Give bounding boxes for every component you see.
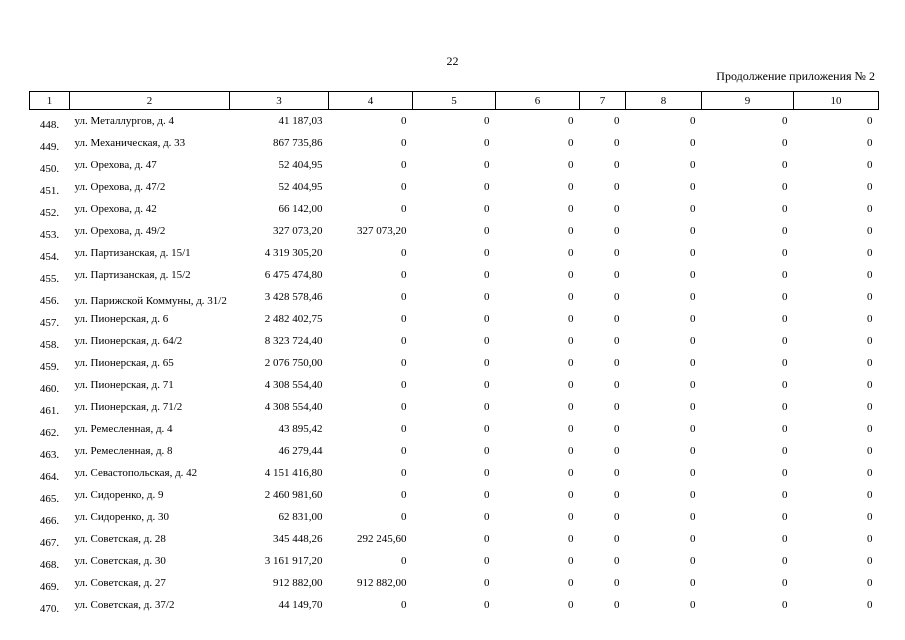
value-cell: 0: [614, 577, 620, 589]
value-cell: 2 482 402,75: [264, 313, 323, 325]
table-row: [30, 550, 879, 572]
value-cell: 0: [690, 599, 696, 611]
value-cell: 0: [614, 511, 620, 523]
value-cell: 0: [484, 115, 490, 127]
value-cell: 0: [614, 291, 620, 303]
value-cell: 0: [484, 379, 490, 391]
address-cell: ул. Орехова, д. 47: [74, 159, 157, 171]
value-cell: 0: [484, 423, 490, 435]
column-header: 6: [496, 92, 580, 110]
address-cell: ул. Советская, д. 27: [74, 577, 166, 589]
value-cell: 0: [484, 203, 490, 215]
value-cell: 46 279,44: [278, 445, 323, 457]
value-cell: 0: [782, 423, 788, 435]
value-cell: 43 895,42: [278, 423, 323, 435]
value-cell: 0: [614, 225, 620, 237]
value-cell: 0: [568, 423, 574, 435]
table-row: [30, 506, 879, 528]
value-cell: 0: [568, 357, 574, 369]
value-cell: 0: [568, 137, 574, 149]
value-cell: 0: [690, 467, 696, 479]
value-cell: 0: [867, 599, 873, 611]
value-cell: 0: [484, 577, 490, 589]
value-cell: 0: [867, 269, 873, 281]
value-cell: 0: [484, 511, 490, 523]
row-number: 456.: [39, 295, 60, 307]
value-cell: 0: [782, 379, 788, 391]
value-cell: 0: [401, 159, 407, 171]
value-cell: 0: [782, 599, 788, 611]
address-cell: ул. Парижской Коммуны, д. 31/2: [74, 295, 227, 307]
address-cell: ул. Пионерская, д. 71/2: [74, 401, 183, 413]
value-cell: 62 831,00: [278, 511, 323, 523]
value-cell: 0: [484, 181, 490, 193]
value-cell: 0: [782, 489, 788, 501]
value-cell: 0: [568, 225, 574, 237]
table-row: [30, 418, 879, 440]
value-cell: 4 308 554,40: [264, 401, 323, 413]
address-cell: ул. Ремесленная, д. 4: [74, 423, 173, 435]
value-cell: 66 142,00: [278, 203, 323, 215]
page-number: 22: [446, 54, 459, 68]
address-cell: ул. Сидоренко, д. 9: [74, 489, 164, 501]
value-cell: 0: [568, 467, 574, 479]
table-row: [30, 242, 879, 264]
value-cell: 8 323 724,40: [264, 335, 323, 347]
value-cell: 0: [867, 181, 873, 193]
value-cell: 0: [484, 533, 490, 545]
table-row: [30, 440, 879, 462]
value-cell: 52 404,95: [278, 159, 323, 171]
header-row: [30, 92, 879, 110]
value-cell: 912 882,00: [357, 577, 407, 589]
value-cell: 0: [782, 357, 788, 369]
table-row: [30, 572, 879, 594]
value-cell: 0: [614, 269, 620, 281]
value-cell: 0: [782, 203, 788, 215]
value-cell: 41 187,03: [278, 115, 323, 127]
value-cell: 0: [568, 247, 574, 259]
value-cell: 0: [614, 401, 620, 413]
value-cell: 0: [867, 225, 873, 237]
value-cell: 0: [867, 159, 873, 171]
row-number: 454.: [39, 251, 60, 263]
value-cell: 0: [401, 137, 407, 149]
value-cell: 0: [614, 247, 620, 259]
row-number: 448.: [39, 119, 60, 131]
value-cell: 0: [614, 181, 620, 193]
value-cell: 0: [782, 445, 788, 457]
value-cell: 0: [614, 357, 620, 369]
table-row: [30, 594, 879, 616]
value-cell: 0: [867, 445, 873, 457]
address-cell: ул. Металлургов, д. 4: [74, 115, 174, 127]
value-cell: 0: [484, 225, 490, 237]
address-cell: ул. Пионерская, д. 71: [74, 379, 174, 391]
value-cell: 3 161 917,20: [264, 555, 323, 567]
row-number: 457.: [39, 317, 60, 329]
value-cell: 0: [568, 511, 574, 523]
value-cell: 0: [782, 533, 788, 545]
value-cell: 0: [401, 203, 407, 215]
value-cell: 0: [782, 555, 788, 567]
value-cell: 0: [401, 247, 407, 259]
value-cell: 0: [484, 467, 490, 479]
address-cell: ул. Советская, д. 28: [74, 533, 166, 545]
value-cell: 0: [568, 379, 574, 391]
address-cell: ул. Партизанская, д. 15/1: [74, 247, 191, 259]
row-number: 469.: [39, 581, 60, 593]
value-cell: 0: [568, 203, 574, 215]
value-cell: 0: [484, 445, 490, 457]
row-number: 459.: [39, 361, 60, 373]
value-cell: 327 073,20: [273, 225, 323, 237]
value-cell: 0: [690, 137, 696, 149]
value-cell: 327 073,20: [357, 225, 407, 237]
column-header: 1: [30, 92, 70, 110]
value-cell: 0: [568, 269, 574, 281]
value-cell: 4 319 305,20: [264, 247, 323, 259]
value-cell: 0: [401, 401, 407, 413]
value-cell: 0: [484, 313, 490, 325]
row-number: 450.: [39, 163, 60, 175]
value-cell: 0: [690, 225, 696, 237]
value-cell: 0: [401, 423, 407, 435]
value-cell: 0: [401, 555, 407, 567]
value-cell: 6 475 474,80: [264, 269, 323, 281]
table-row: [30, 484, 879, 506]
address-cell: ул. Пионерская, д. 65: [74, 357, 174, 369]
value-cell: 0: [614, 445, 620, 457]
value-cell: 0: [484, 159, 490, 171]
address-cell: ул. Механическая, д. 33: [74, 137, 186, 149]
row-number: 452.: [39, 207, 60, 219]
value-cell: 0: [867, 247, 873, 259]
value-cell: 867 735,86: [273, 137, 323, 149]
value-cell: 912 882,00: [273, 577, 323, 589]
value-cell: 0: [782, 159, 788, 171]
value-cell: 0: [867, 137, 873, 149]
address-cell: ул. Ремесленная, д. 8: [74, 445, 173, 457]
value-cell: 0: [690, 269, 696, 281]
value-cell: 0: [401, 115, 407, 127]
address-cell: ул. Советская, д. 30: [74, 555, 166, 567]
value-cell: 0: [867, 357, 873, 369]
table-row: [30, 198, 879, 220]
value-cell: 0: [484, 335, 490, 347]
value-cell: 0: [614, 203, 620, 215]
row-number: 461.: [39, 405, 60, 417]
address-cell: ул. Орехова, д. 42: [74, 203, 157, 215]
value-cell: 0: [568, 577, 574, 589]
value-cell: 0: [614, 379, 620, 391]
value-cell: 0: [568, 181, 574, 193]
value-cell: 0: [568, 555, 574, 567]
table-row: [30, 462, 879, 484]
value-cell: 0: [614, 423, 620, 435]
value-cell: 0: [401, 357, 407, 369]
value-cell: 0: [401, 467, 407, 479]
table-row: [30, 330, 879, 352]
value-cell: 0: [484, 401, 490, 413]
value-cell: 0: [568, 115, 574, 127]
value-cell: 0: [401, 291, 407, 303]
value-cell: 0: [690, 511, 696, 523]
row-number: 451.: [39, 185, 60, 197]
value-cell: 0: [867, 489, 873, 501]
row-number: 466.: [39, 515, 60, 527]
value-cell: 2 076 750,00: [264, 357, 323, 369]
value-cell: 52 404,95: [278, 181, 323, 193]
table-row: [30, 308, 879, 330]
row-number: 468.: [39, 559, 60, 571]
value-cell: 0: [401, 181, 407, 193]
value-cell: 0: [401, 489, 407, 501]
row-number: 462.: [39, 427, 60, 439]
address-cell: ул. Пионерская, д. 64/2: [74, 335, 183, 347]
address-cell: ул. Севастопольская, д. 42: [74, 467, 198, 479]
value-cell: 0: [867, 115, 873, 127]
value-cell: 0: [568, 313, 574, 325]
column-header: 7: [580, 92, 626, 110]
value-cell: 0: [782, 401, 788, 413]
value-cell: 0: [867, 423, 873, 435]
value-cell: 0: [614, 489, 620, 501]
value-cell: 0: [690, 291, 696, 303]
address-cell: ул. Орехова, д. 47/2: [74, 181, 166, 193]
value-cell: 0: [867, 379, 873, 391]
value-cell: 0: [867, 401, 873, 413]
value-cell: 0: [614, 115, 620, 127]
row-number: 449.: [39, 141, 60, 153]
value-cell: 0: [690, 445, 696, 457]
value-cell: 3 428 578,46: [264, 291, 323, 303]
appendix-caption: Продолжение приложения № 2: [716, 69, 875, 83]
value-cell: 0: [690, 577, 696, 589]
value-cell: 0: [690, 203, 696, 215]
value-cell: 0: [690, 335, 696, 347]
table-body: [30, 110, 879, 617]
value-cell: 0: [867, 203, 873, 215]
value-cell: 0: [690, 423, 696, 435]
value-cell: 0: [690, 159, 696, 171]
address-cell: ул. Орехова, д. 49/2: [74, 225, 166, 237]
value-cell: 0: [401, 313, 407, 325]
value-cell: 0: [782, 313, 788, 325]
value-cell: 2 460 981,60: [264, 489, 323, 501]
value-cell: 0: [782, 335, 788, 347]
value-cell: 0: [568, 489, 574, 501]
value-cell: 0: [690, 357, 696, 369]
value-cell: 0: [614, 313, 620, 325]
value-cell: 0: [401, 335, 407, 347]
value-cell: 0: [614, 159, 620, 171]
value-cell: 0: [690, 533, 696, 545]
value-cell: 0: [484, 555, 490, 567]
address-cell: ул. Пионерская, д. 6: [74, 313, 169, 325]
row-number: 470.: [39, 603, 60, 615]
column-header: 10: [794, 92, 879, 110]
value-cell: 0: [614, 335, 620, 347]
value-cell: 0: [690, 489, 696, 501]
value-cell: 0: [568, 291, 574, 303]
table-row: [30, 132, 879, 154]
value-cell: 4 151 416,80: [264, 467, 323, 479]
row-number: 460.: [39, 383, 60, 395]
table-row: [30, 374, 879, 396]
value-cell: 0: [568, 445, 574, 457]
value-cell: 0: [782, 181, 788, 193]
value-cell: 0: [690, 247, 696, 259]
address-cell: ул. Сидоренко, д. 30: [74, 511, 169, 523]
data-table: [29, 91, 879, 616]
value-cell: 0: [614, 599, 620, 611]
value-cell: 0: [782, 467, 788, 479]
column-header: 3: [230, 92, 329, 110]
table-row: [30, 286, 879, 308]
column-header: 2: [70, 92, 230, 110]
value-cell: 0: [568, 159, 574, 171]
value-cell: 0: [401, 599, 407, 611]
value-cell: 0: [782, 291, 788, 303]
value-cell: 0: [568, 335, 574, 347]
value-cell: 0: [867, 467, 873, 479]
value-cell: 0: [401, 511, 407, 523]
value-cell: 0: [690, 313, 696, 325]
value-cell: 0: [690, 555, 696, 567]
table-row: [30, 264, 879, 286]
value-cell: 0: [690, 115, 696, 127]
value-cell: 0: [690, 401, 696, 413]
value-cell: 0: [867, 313, 873, 325]
value-cell: 0: [401, 269, 407, 281]
value-cell: 0: [568, 533, 574, 545]
column-header: 5: [413, 92, 496, 110]
row-number: 455.: [39, 273, 60, 285]
value-cell: 0: [614, 533, 620, 545]
value-cell: 0: [484, 291, 490, 303]
value-cell: 0: [401, 445, 407, 457]
value-cell: 0: [867, 335, 873, 347]
value-cell: 0: [782, 269, 788, 281]
value-cell: 0: [690, 181, 696, 193]
table-row: [30, 352, 879, 374]
table-row: [30, 528, 879, 550]
value-cell: 0: [401, 379, 407, 391]
value-cell: 0: [782, 137, 788, 149]
table-row: [30, 154, 879, 176]
column-header: 9: [702, 92, 794, 110]
value-cell: 0: [484, 357, 490, 369]
column-header: 8: [626, 92, 702, 110]
table-row: [30, 396, 879, 418]
value-cell: 44 149,70: [278, 599, 323, 611]
value-cell: 0: [568, 401, 574, 413]
table-row: [30, 110, 879, 133]
row-number: 467.: [39, 537, 60, 549]
value-cell: 4 308 554,40: [264, 379, 323, 391]
value-cell: 0: [614, 555, 620, 567]
row-number: 463.: [39, 449, 60, 461]
value-cell: 0: [614, 137, 620, 149]
address-cell: ул. Партизанская, д. 15/2: [74, 269, 191, 281]
value-cell: 0: [782, 247, 788, 259]
value-cell: 0: [782, 511, 788, 523]
value-cell: 292 245,60: [357, 533, 407, 545]
value-cell: 0: [484, 247, 490, 259]
value-cell: 0: [782, 225, 788, 237]
value-cell: 0: [867, 291, 873, 303]
value-cell: 0: [867, 511, 873, 523]
table-row: [30, 176, 879, 198]
value-cell: 0: [867, 555, 873, 567]
address-cell: ул. Советская, д. 37/2: [74, 599, 175, 611]
value-cell: 0: [690, 379, 696, 391]
value-cell: 0: [782, 115, 788, 127]
column-header: 4: [329, 92, 413, 110]
value-cell: 0: [484, 599, 490, 611]
table-row: [30, 220, 879, 242]
value-cell: 0: [614, 467, 620, 479]
value-cell: 0: [484, 489, 490, 501]
value-cell: 0: [867, 577, 873, 589]
value-cell: 0: [782, 577, 788, 589]
row-number: 464.: [39, 471, 60, 483]
row-number: 453.: [39, 229, 60, 241]
value-cell: 0: [484, 269, 490, 281]
row-number: 465.: [39, 493, 60, 505]
value-cell: 0: [568, 599, 574, 611]
row-number: 458.: [39, 339, 60, 351]
value-cell: 0: [867, 533, 873, 545]
value-cell: 0: [484, 137, 490, 149]
value-cell: 345 448,26: [273, 533, 323, 545]
